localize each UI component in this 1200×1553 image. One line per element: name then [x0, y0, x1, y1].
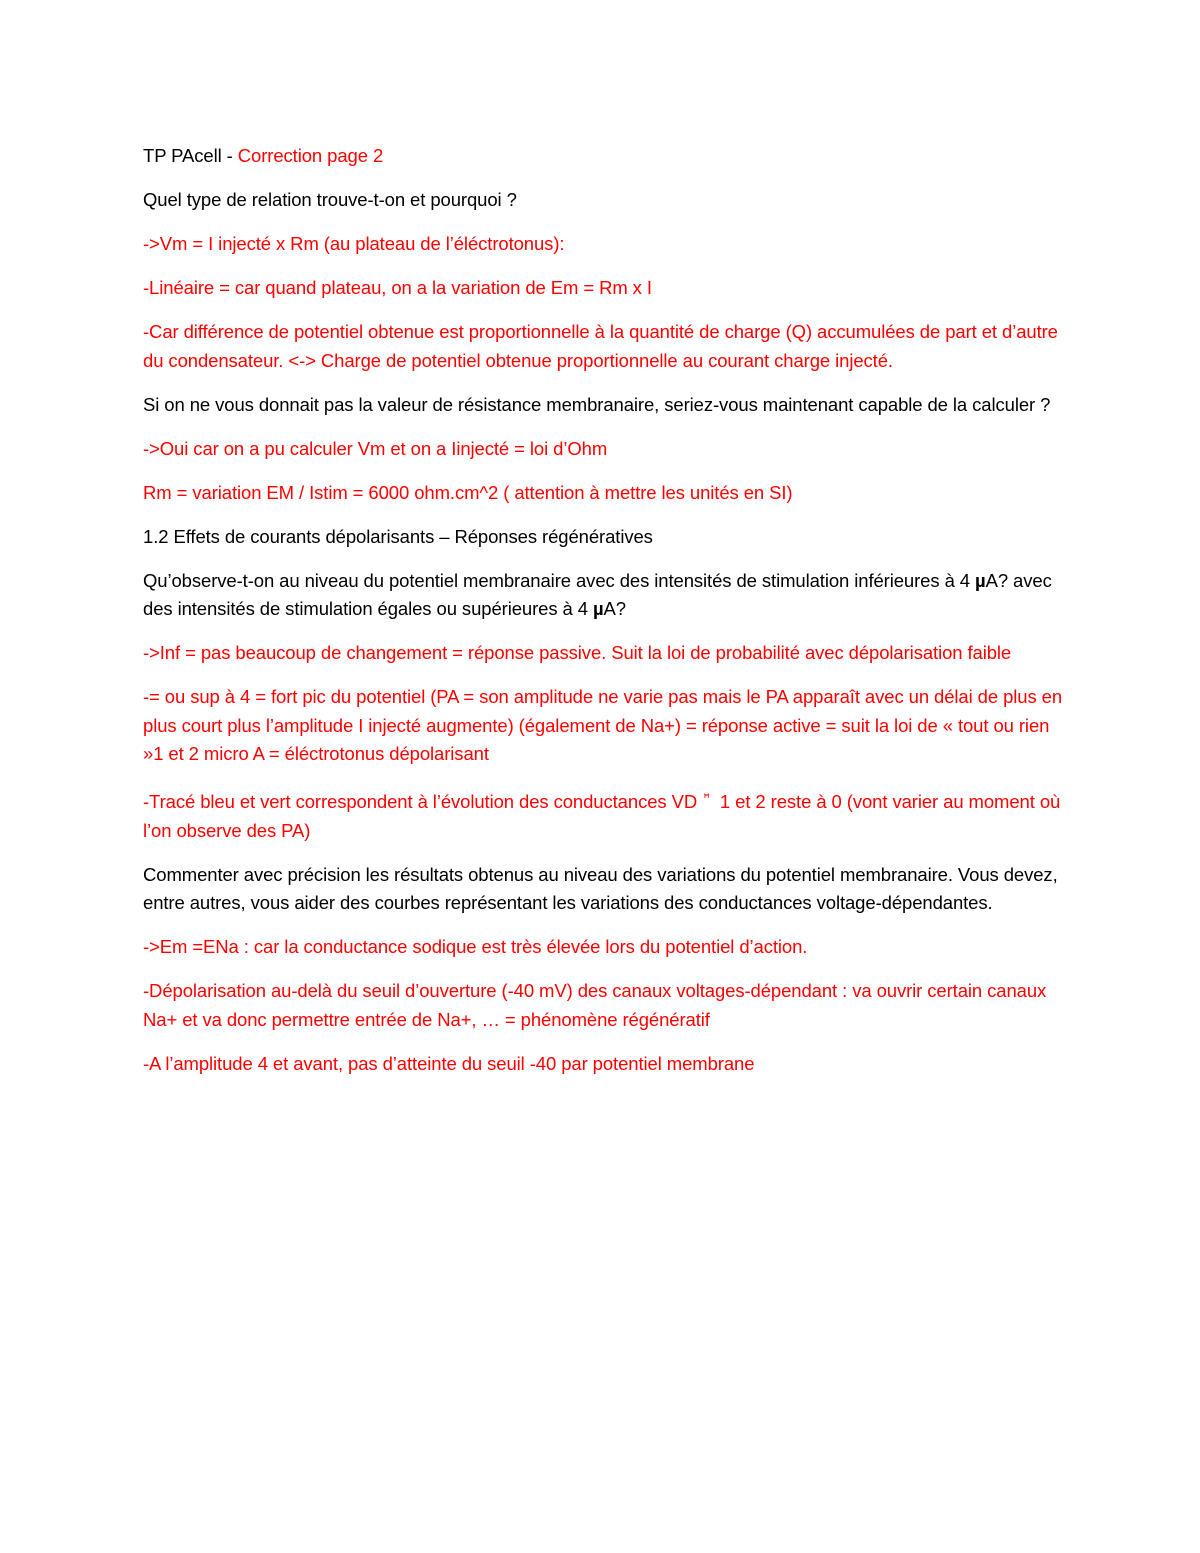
answer-1-line-3: -Car différence de potentiel obtenue est proportionnelle à la quantité de charge (Q) accumulées de part et d’autre du condensateur. <-> Charge de potentiel obtenue proportionnelle au courant charge injecté. — [143, 321, 1063, 371]
answer-2-line-1: ->Oui car on a pu calculer Vm et on a Iinjecté = loi d’Ohm — [143, 437, 608, 459]
answer-3-line-3-part-2: 1 et 2 reste à 0 (vont varier au moment où l’on observe des PA) — [143, 791, 1066, 841]
question-3-part-3: A? — [603, 598, 626, 619]
unknown-glyph-icon: ꟸ — [703, 791, 710, 805]
document-body — [143, 142, 1068, 1094]
answer-4-line-1: ->Em =ENa : car la conductance sodique est très élevée lors du potentiel d’action. — [143, 936, 808, 957]
document-title — [143, 142, 1063, 171]
answer-3-line-3-part-1: -Tracé bleu et vert correspondent à l’évolution des conductances VD — [143, 791, 698, 812]
answer-4-line-3: -A l’amplitude 4 et avant, pas d’atteinte du seuil -40 par potentiel membrane — [143, 1052, 755, 1074]
question-3 — [143, 567, 1063, 624]
answer-2-line-2: Rm = variation EM / Istim = 6000 ohm.cm^2 ( attention à mettre les unités en SI) — [143, 481, 793, 503]
question-4: Commenter avec précision les résultats obtenus au niveau des variations du potentiel membranaire. Vous devez, entre autres, vous aider des courbes représentant les variations des conductances voltage-dépendantes. — [143, 863, 1063, 913]
answer-3-line-1: ->Inf = pas beaucoup de changement = réponse passive. Suit la loi de probabilité avec dépolarisation faible — [143, 642, 1012, 663]
title-correction: Correction page 2 — [237, 145, 384, 166]
title-prefix: TP PAcell - — [143, 145, 238, 166]
micro-symbol: µ — [592, 598, 604, 619]
answer-3-line-2: -= ou sup à 4 = fort pic du potentiel (PA = son amplitude ne varie pas mais le PA apparaît avec un délai de plus en plus court plus l’amplitude I injecté augmente) (également de Na+) = réponse active = suit la loi de « tout ou rien »1 et 2 micro A = éléctrotonus dépolarisant — [143, 686, 1068, 764]
answer-1-line-1: ->Vm = I injecté x Rm (au plateau de l’éléctrotonus): — [143, 233, 565, 254]
question-1: Quel type de relation trouve-t-on et pourquoi ? — [143, 189, 517, 210]
answer-3-line-3 — [143, 784, 1066, 845]
micro-symbol: µ — [975, 569, 986, 591]
question-2: Si on ne vous donnait pas la valeur de résistance membranaire, seriez-vous maintenant capable de la calculer ? — [143, 393, 1051, 415]
question-3-part-2: A? avec des intensités de stimulation égales ou supérieures à 4 — [143, 569, 1057, 619]
section-heading: 1.2 Effets de courants dépolarisants – Réponses régénératives — [143, 525, 653, 547]
question-3-part-1: Qu’observe-t-on au niveau du potentiel membranaire avec des intensités de stimulation inférieures à 4 — [143, 569, 976, 591]
answer-4-line-2: -Dépolarisation au-delà du seuil d’ouverture (-40 mV) des canaux voltages-dépendant : va ouvrir certain canaux Na+ et va donc permettre entrée de Na+, … = phénomène régénératif — [143, 980, 1052, 1030]
answer-1-line-2: -Linéaire = car quand plateau, on a la variation de Em = Rm x I — [143, 277, 652, 298]
